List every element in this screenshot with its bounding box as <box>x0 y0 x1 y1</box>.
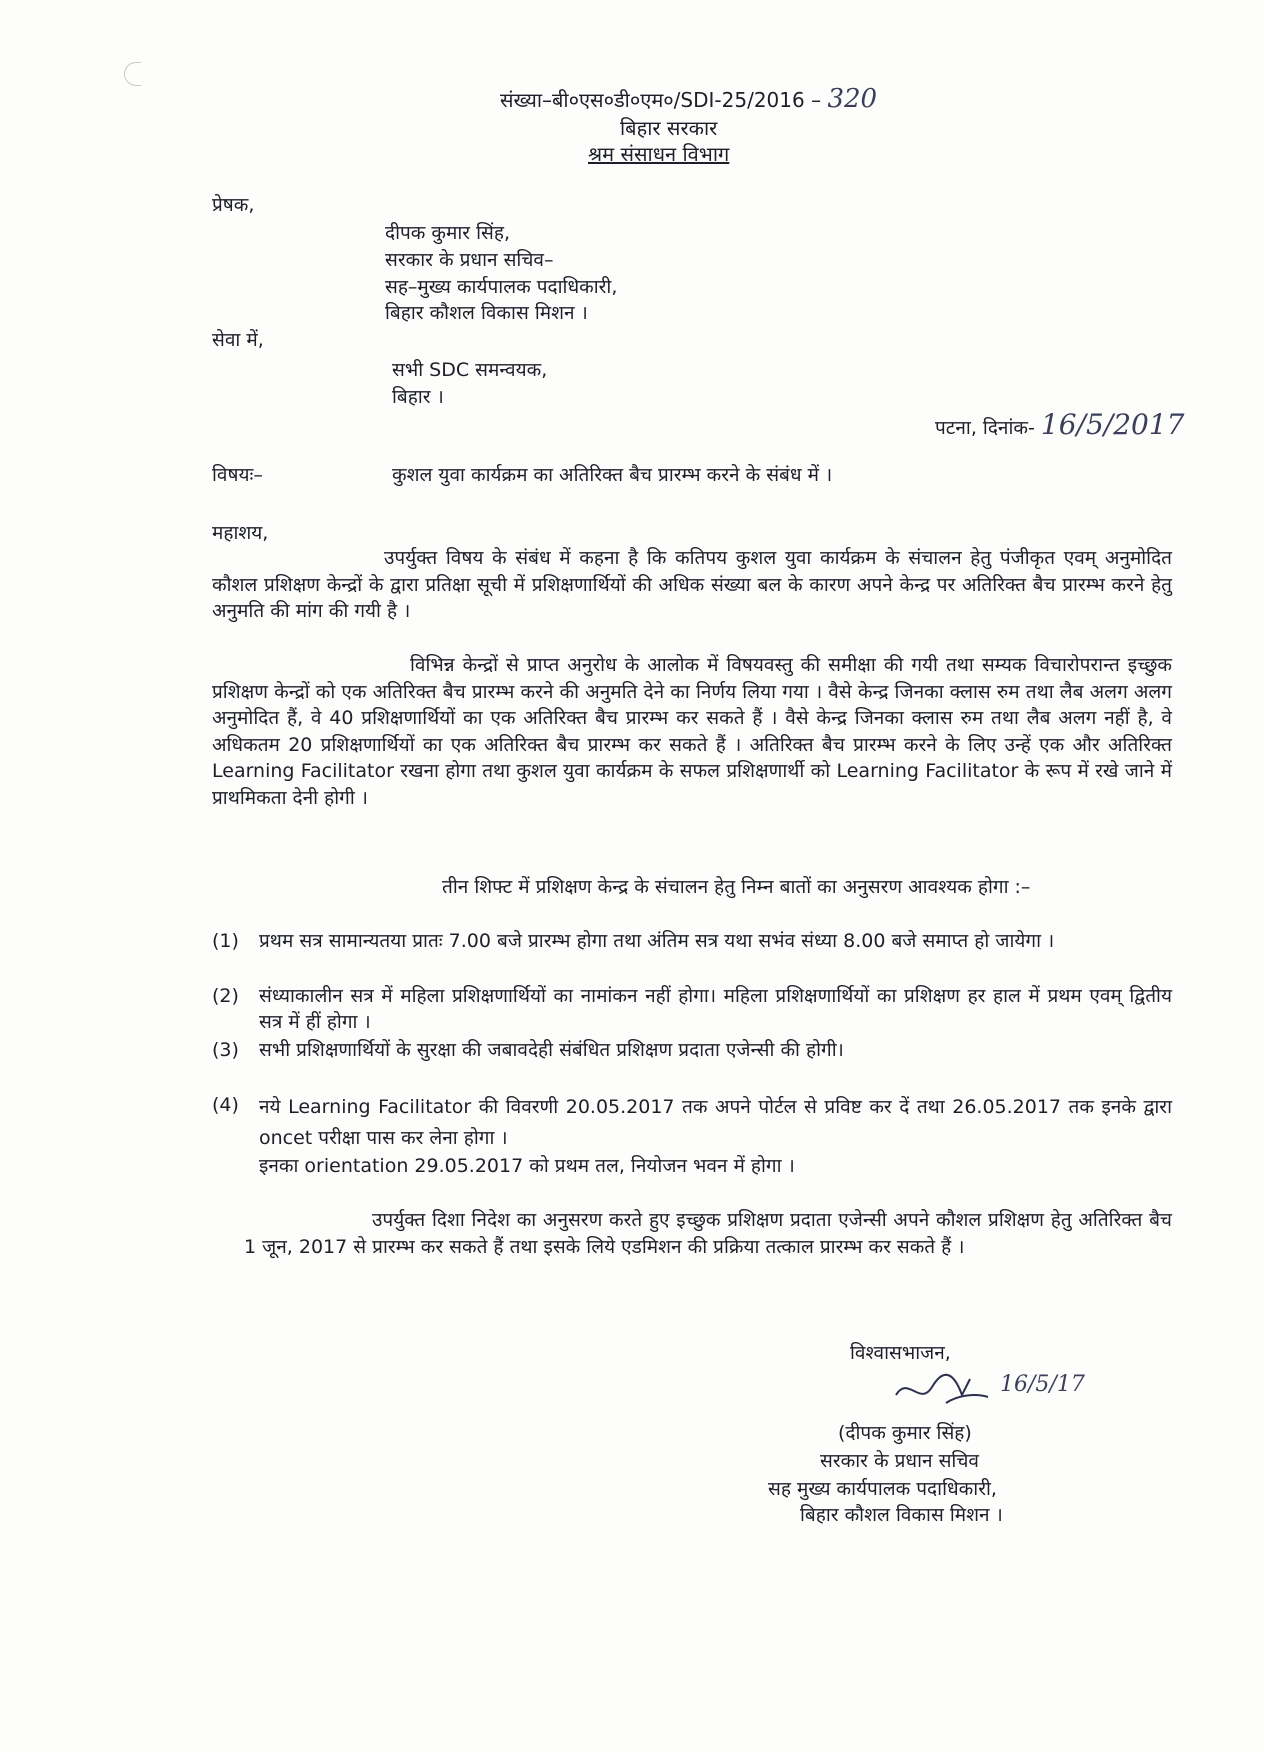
list-item-number: (2) <box>212 985 239 1007</box>
sender-line: बिहार कौशल विकास मिशन । <box>385 302 588 324</box>
recipient-line: सभी SDC समन्वयक, <box>392 359 548 381</box>
signatory-designation: बिहार कौशल विकास मिशन । <box>800 1504 1003 1526</box>
list-item-number: (1) <box>212 930 239 952</box>
sender-label: प्रेषक, <box>212 194 255 216</box>
reference-number <box>500 84 877 114</box>
list-item-number: (3) <box>212 1039 239 1061</box>
salutation: महाशय, <box>212 522 269 544</box>
body-paragraph: उपर्युक्त विषय के संबंध में कहना है कि कतिपय कुशल युवा कार्यक्रम के संचालन हेतु पंजीकृत एवम् अनुमोदित कौशल प्रशिक्षण केन्द्रों के द्वारा प्रतिक्षा सूची में प्रशिक्षणार्थियों की अधिक संख्या बल के कारण अपने केन्द्र पर अतिरिक्त बैच प्रारम्भ करने हेतु अनुमति की मांग की गयी है । <box>212 547 1172 622</box>
list-item-text: प्रथम सत्र सामान्यतया प्रातः 7.00 बजे प्रारम्भ होगा तथा अंतिम सत्र यथा सभंव संध्या 8.00 बजे समाप्त हो जायेगा । <box>259 930 1055 952</box>
body-paragraph: विभिन्न केन्द्रों से प्राप्त अनुरोध के आलोक में विषयवस्तु की समीक्षा की गयी तथा सम्यक विचारोपरान्त इच्छुक प्रशिक्षण केन्द्रों को एक अतिरिक्त बैच प्रारम्भ करने की अनुमति देने का निर्णय लिया गया । वैसे केन्द्र जिनका क्लास रुम तथा लैब अलग अलग अनुमोदित हैं, वे 40 प्रशिक्षणार्थियों का एक अतिरिक्त बैच प्रारम्भ कर सकते हैं । वैसे केन्द्र जिनका क्लास रुम तथा लैब अलग नहीं है, वे अधिकतम 20 प्रशिक्षणार्थियों का एक अतिरिक्त बैच प्रारम्भ कर सकते हैं । अतिरिक्त बैच प्रारम्भ करने के लिए उन्हें एक और अतिरिक्त Learning Facilitator रखना होगा तथा कुशल युवा कार्यक्रम के सफल प्रशिक्षणार्थी को Learning Facilitator के रूप में रखे जाने में प्राथमिकता देनी होगी । <box>212 654 1172 809</box>
handwritten-signature <box>888 1365 1008 1415</box>
signatory-designation: सह मुख्य कार्यपालक पदाधिकारी, <box>768 1478 997 1500</box>
list-item-text: नये Learning Facilitator की विवरणी 20.05.2017 तक अपने पोर्टल से प्रविष्ट कर दें तथा 26.05.2017 तक इनके द्वारा oncet परीक्षा पास कर लेना होगा । <box>259 1096 1172 1149</box>
subject-label: विषयः– <box>212 464 263 486</box>
punch-hole-mark <box>124 62 141 86</box>
recipient-label: सेवा में, <box>212 329 264 351</box>
sender-line: सह–मुख्य कार्यपालक पदाधिकारी, <box>385 276 618 298</box>
subject-text: कुशल युवा कार्यक्रम का अतिरिक्त बैच प्रारम्भ करने के संबंध में । <box>392 464 833 486</box>
date-line <box>935 408 1185 441</box>
signature-date-handwritten: 16/5/17 <box>1000 1372 1085 1397</box>
date-label: पटना, दिनांक- <box>935 417 1035 439</box>
recipient-line: बिहार । <box>392 386 444 408</box>
signatory-name: (दीपक कुमार सिंह) <box>838 1422 972 1444</box>
sender-line: सरकार के प्रधान सचिव– <box>385 249 554 271</box>
signatory-designation: सरकार के प्रधान सचिव <box>820 1450 979 1472</box>
list-item-text: संध्याकालीन सत्र में महिला प्रशिक्षणार्थियों का नामांकन नहीं होगा। महिला प्रशिक्षणार्थियों का प्रशिक्षण हर हाल में प्रथम एवम् द्वितीय सत्र में हीं होगा । <box>259 985 1172 1033</box>
reference-number-handwritten: 320 <box>827 84 878 114</box>
department-name: श्रम संसाधन विभाग <box>588 142 730 166</box>
signature-closing: विश्वासभाजन, <box>850 1342 951 1364</box>
list-item-text: सभी प्रशिक्षणार्थियों के सुरक्षा की जबावदेही संबंधित प्रशिक्षण प्रदाता एजेन्सी की होगी। <box>259 1039 844 1061</box>
government-name: बिहार सरकार <box>620 116 718 140</box>
date-handwritten: 16/5/2017 <box>1040 408 1185 441</box>
sender-line: दीपक कुमार सिंह, <box>385 222 511 244</box>
body-paragraph: तीन शिफ्ट में प्रशिक्षण केन्द्र के संचालन हेतु निम्न बातों का अनुसरण आवश्यक होगा :– <box>442 876 1031 898</box>
list-item-number: (4) <box>212 1094 239 1116</box>
closing-paragraph: उपर्युक्त दिशा निदेश का अनुसरण करते हुए इच्छुक प्रशिक्षण प्रदाता एजेन्सी अपने कौशल प्रशिक्षण हेतु अतिरिक्त बैच 1 जून, 2017 से प्रारम्भ कर सकते हैं तथा इसके लिये एडमिशन की प्रक्रिया तत्काल प्रारम्भ कर सकते हैं । <box>244 1209 1172 1258</box>
orientation-line: इनका orientation 29.05.2017 को प्रथम तल, नियोजन भवन में होगा । <box>259 1155 795 1177</box>
reference-number-text: संख्या–बी०एस०डी०एम०/SDI-25/2016 – <box>500 88 822 112</box>
